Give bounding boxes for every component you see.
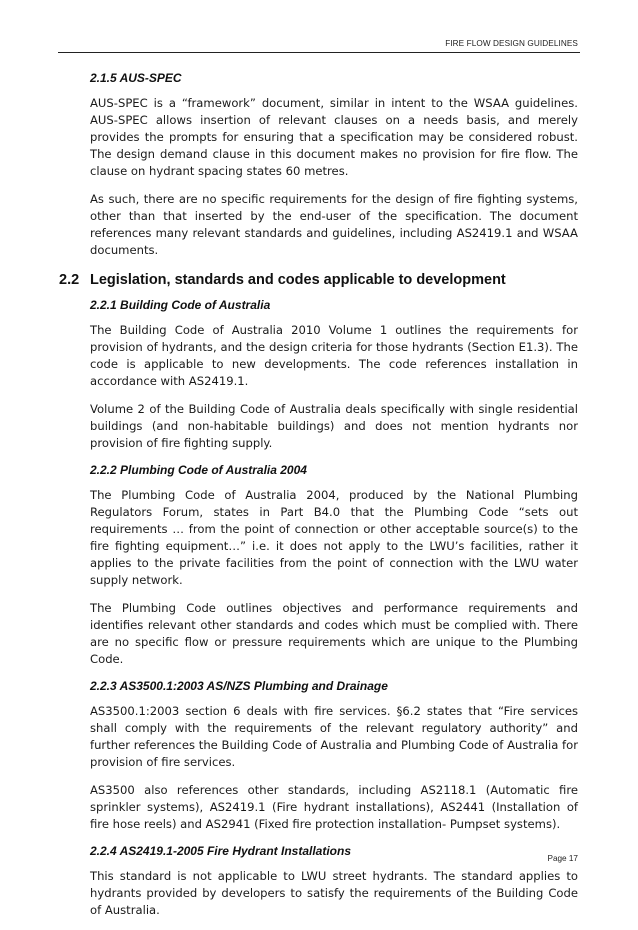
- heading-2-2-number: 2.2: [59, 272, 80, 288]
- page-number: Page 17: [547, 854, 578, 863]
- page-header: [58, 34, 580, 53]
- paragraph-2-2-3-a: AS3500.1:2003 section 6 deals with fire services. §6.2 states that “Fire services shall comply with the requirements of the relevant regulatory authority” and further references the Building Code of Australia and Plumbing Code of Australia for provision of fire services.: [90, 704, 578, 769]
- document-body: [59, 71, 578, 930]
- heading-2-1-5: 2.1.5 AUS-SPEC: [90, 71, 182, 85]
- heading-2-2-1: 2.2.1 Building Code of Australia: [90, 298, 271, 312]
- paragraph-2-2-1-b: Volume 2 of the Building Code of Australia deals specifically with single residential buildings (and non-habitable buildings) and does not mention hydrants nor provision of fire fighting supply.: [90, 402, 578, 450]
- heading-2-2-4: 2.2.4 AS2419.1-2005 Fire Hydrant Installations: [90, 844, 352, 858]
- header-title: FIRE FLOW DESIGN GUIDELINES: [445, 39, 578, 48]
- paragraph-2-2-2-a: The Plumbing Code of Australia 2004, produced by the National Plumbing Regulators Forum, states in Part B4.0 that the Plumbing Code “sets out requirements … from the point of connection or other acceptable source(s) to the fire fighting equipment…” i.e. it does not apply to the LWU’s facilities, rather it applies to the private facilities from the point of connection with the LWU water supply network.: [90, 488, 578, 587]
- paragraph-2-1-5-a: AUS-SPEC is a “framework” document, similar in intent to the WSAA guidelines. AUS-SPEC allows insertion of relevant clauses on a needs basis, and merely provides the prompts for ensuring that a specification may be considered robust. The design demand clause in this document makes no provision for fire flow. The clause on hydrant spacing states 60 metres.: [90, 96, 578, 178]
- heading-2-2: [59, 272, 578, 288]
- paragraph-2-2-2-b: The Plumbing Code outlines objectives and performance requirements and identifies relevant other standards and codes which must be complied with. There are no specific flow or pressure requirements which are unique to the Plumbing Code.: [90, 601, 578, 666]
- heading-2-2-title: Legislation, standards and codes applicable to development: [90, 272, 506, 288]
- paragraph-2-2-4-a: This standard is not applicable to LWU street hydrants. The standard applies to hydrants provided by developers to satisfy the requirements of the Building Code of Australia.: [90, 869, 578, 917]
- heading-2-2-2: 2.2.2 Plumbing Code of Australia 2004: [90, 463, 307, 477]
- paragraph-2-2-3-b: AS3500 also references other standards, including AS2118.1 (Automatic fire sprinkler systems), AS2419.1 (Fire hydrant installations), AS2441 (Installation of fire hose reels) and AS2941 (Fixed fire protection installation- Pumpset systems).: [90, 783, 578, 831]
- paragraph-2-1-5-b: As such, there are no specific requirements for the design of fire fighting systems, other than that inserted by the end-user of the specification. The document references many relevant standards and guidelines, including AS2419.1 and WSAA documents.: [90, 192, 578, 257]
- heading-2-2-3: 2.2.3 AS3500.1:2003 AS/NZS Plumbing and Drainage: [90, 679, 388, 693]
- paragraph-2-2-1-a: The Building Code of Australia 2010 Volume 1 outlines the requirements for provision of hydrants, and the design criteria for those hydrants (Section E1.3). The code is applicable to new developments. The code references installation in accordance with AS2419.1.: [90, 323, 578, 388]
